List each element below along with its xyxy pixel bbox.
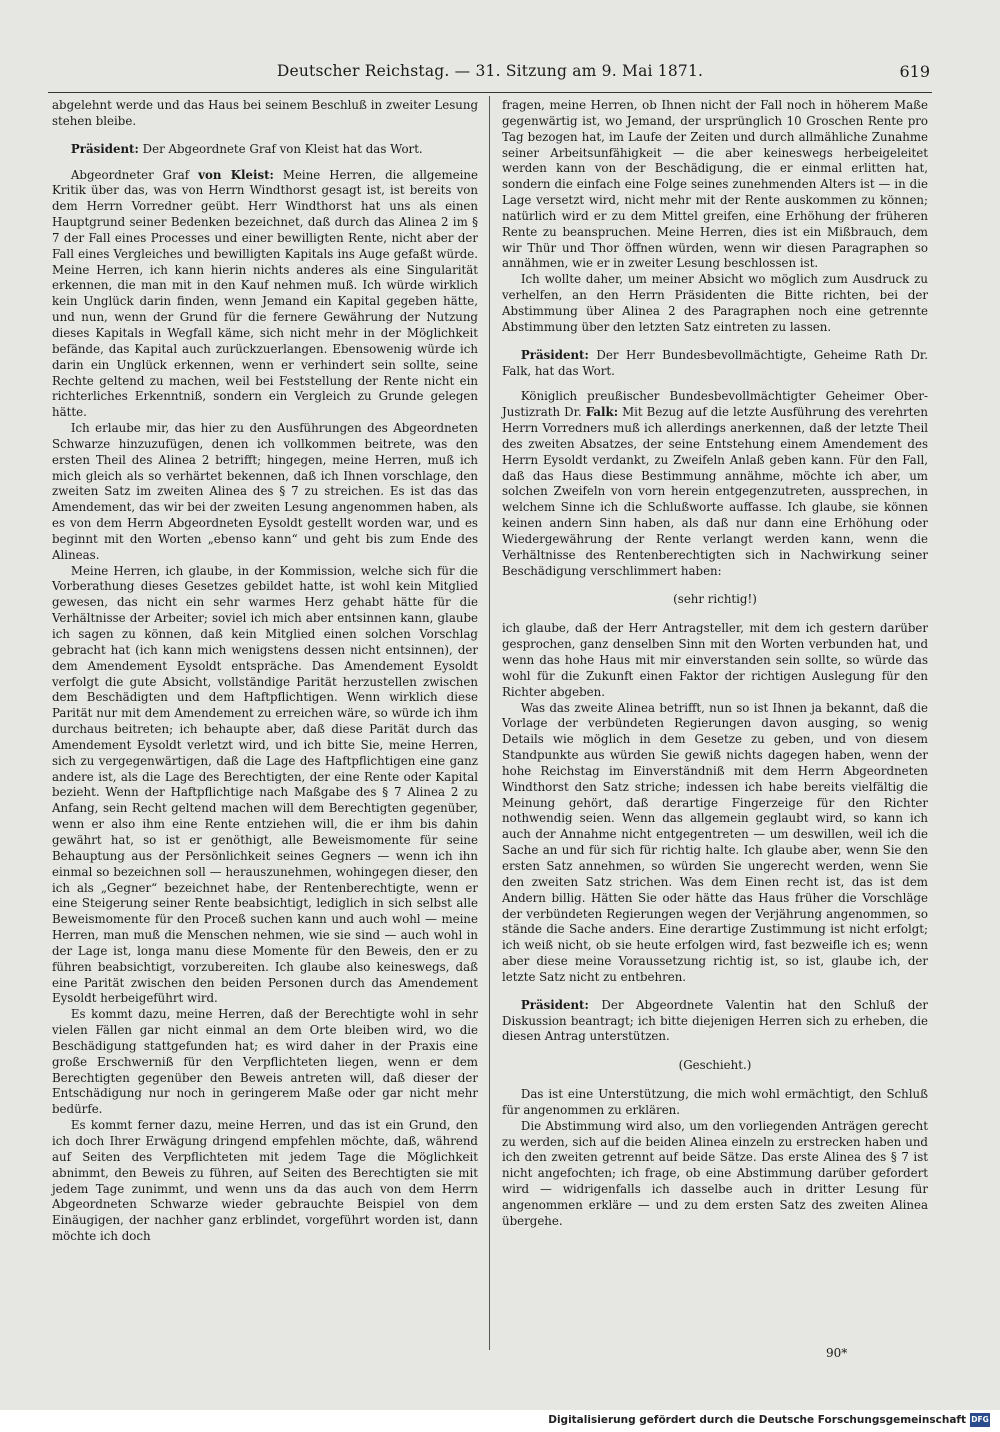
speaker-paragraph	[502, 998, 928, 1046]
speaker-name: Falk:	[585, 405, 619, 420]
paragraph: Ich erlaube mir, das hier zu den Ausführungen des Abgeordneten Schwarze hinzuzufügen, denen ich vollkommen beitrete, was den ersten Theil des Alinea 2 betrifft; hingegen, meine Herren, muß ich mich gleich als so verhärtet bekennen, daß ich Ihnen vorschlage, den zweiten Satz im zweiten Alinea des § 7 zu streichen. Es ist das das Amendement, das wir bei der zweiten Lesung angenommen haben, als es von dem Herrn Abgeordneten Eysoldt gestellt worden war, und es beginnt mit den Worten „ebenso kann“ und geht bis zum Ende des Alineas.	[52, 421, 478, 562]
speaker-name: Präsident:	[70, 141, 139, 156]
paragraph: Es kommt ferner dazu, meine Herren, und das ist ein Grund, den ich doch Ihrer Erwägung dringend empfehlen möchte, daß, während auf Seiten des Verpflichteten mit jedem Tage die Möglichkeit abnimmt, den Beweis zu führen, auf Seiten des Berechtigten sie mit jedem Tage zunimmt, und wenn uns da das auch von dem Herrn Abgeordneten Schwarze wieder gebrauchte Beispiel von dem Einäugigen, der nachher ganz erblindet, vorgeführt worden ist, dann möchte ich doch	[52, 1118, 478, 1244]
speaker-name: von Kleist:	[198, 167, 274, 182]
speech-text: Meine Herren, die allgemeine Kritik über das, was von Herrn Windthorst gesagt ist, ist bereits von dem Herrn Vorredner geübt. Herr Windthorst hat uns als einen Hauptgrund seiner Bedenken bezeichnet, daß durch das Alinea 2 im § 7 der Fall eines Processes und einer bewilligten Rente, nicht aber der Fall eines Vergleiches und bewilligten Kapitals ins Auge gefaßt würde. Meine Herren, ich kann hierin nichts anderes als eine Singularität erkennen, die man mit in den Kauf nehmen muß. Ich würde wirklich kein Unglück darin finden, wenn Jemand ein Kapital gegeben hätte, und nun, wenn der Grund für die fernere Gewährung der Nutzung dieses Kapitals in Wegfall käme, sich nicht mehr in der Möglichkeit befände, das Kapital auch zurückzuerlangen. Ebensowenig würde ich darin ein Unglück erkennen, wenn er verhindert sein sollte, seine Rechte geltend zu machen, weil bei Feststellung der Rente nicht ein richterliches Erkenntniß, sondern ein Vergleich zu Grunde gelegen hätte.	[52, 167, 478, 420]
header-rule	[48, 92, 932, 93]
funding-credit: Digitalisierung gefördert durch die Deutsche Forschungsgemeinschaft	[548, 1414, 966, 1426]
paragraph: Es kommt dazu, meine Herren, daß der Berechtigte wohl in sehr vielen Fällen gar nicht einmal an dem Orte bleiben wird, wo die Beschädigung stattgefunden hat; es wird daher in der Praxis eine große Erschwerniß für den Verpflichteten liegen, wenn er dem Berechtigten gegenüber den Beweis antreten will, daß dieser der Entschädigung nur noch in geringerem Maße oder gar nicht mehr bedürfe.	[52, 1007, 478, 1117]
paragraph: Die Abstimmung wird also, um den vorliegenden Anträgen gerecht zu werden, sich auf die beiden Alinea einzeln zu erstrecken haben und ich den zweiten getrennt auf beide Sätze. Das erste Alinea des § 7 ist nicht angefochten; ich frage, ob eine Abstimmung darüber gefordert wird — widrigenfalls ich dasselbe auch in dritter Lesung für angenommen erkläre — und zu dem ersten Satz des zweiten Alinea übergehe.	[502, 1118, 928, 1228]
interjection: (sehr richtig!)	[673, 592, 757, 607]
speaker-name: Präsident:	[520, 347, 589, 362]
speaker-intro: Königlich preußischer Bundesbevollmächtigter Geheimer Ober-Justizrath Dr.	[502, 389, 928, 420]
speaker-paragraph	[502, 348, 928, 380]
speaker-paragraph	[502, 389, 928, 579]
right-column	[502, 98, 928, 1230]
speaker-paragraph	[52, 142, 478, 158]
paragraph: Das ist eine Unterstützung, die mich wohl ermächtigt, den Schluß für angenommen zu erklären.	[502, 1087, 928, 1117]
column-divider	[489, 96, 490, 1350]
speaker-paragraph	[52, 168, 478, 422]
left-column	[52, 98, 478, 1245]
paragraph: ich glaube, daß der Herr Antragsteller, mit dem ich gestern darüber gesprochen, ganz denselben Sinn mit den Worten verbunden hat, und wenn das hohe Haus mit mir einverstanden sein sollte, so würde das wohl für die Zukunft einen Faktor der richtigen Auslegung für den Richter abgeben.	[502, 621, 928, 699]
speech-text: Der Abgeordnete Valentin hat den Schluß der Diskussion beantragt; ich bitte diejenigen Herren sich zu erheben, die diesen Antrag unterstützen.	[502, 997, 928, 1044]
paragraph: Was das zweite Alinea betrifft, nun so ist Ihnen ja bekannt, daß die Vorlage der verbündeten Regierungen davon ausging, so wenig Details wie möglich in dem Gesetze zu geben, und von diesem Standpunkte aus würden Sie gewiß nichts dagegen haben, wenn der hohe Reichstag im Einverständniß mit dem Herrn Abgeordneten Windthorst den Satz striche; indessen ich habe bereits vielfältig die Meinung gehört, daß derartige Fingerzeige für den Richter nothwendig seien. Wenn das allgemein geglaubt wird, so kann ich auch der Annahme nicht entgegentreten — um deswillen, weil ich die Sache an und für sich für richtig halte. Ich glaube aber, wenn Sie den ersten Satz annehmen, so würden Sie ungerecht werden, wenn Sie den zweiten Satz strichen. Was dem Einen recht ist, das ist dem Andern billig. Hätten Sie oder hätte das Haus früher die Vorschläge der verbündeten Regierungen wegen der Verjährung angenommen, so stände die Sache anders. Eine derartige Zustimmung ist nicht erfolgt; ich weiß nicht, ob sie heute erfolgen wird, fast bezweifle ich es; wenn aber diese meine Voraussetzung richtig ist, so ist, glaube ich, der letzte Satz nicht zu entbehren.	[502, 700, 928, 984]
speaker-intro: Abgeordneter Graf	[70, 167, 199, 182]
speech-text: Mit Bezug auf die letzte Ausführung des verehrten Herrn Vorredners muß ich allerdings anerkennen, daß der letzte Theil des zweiten Absatzes, der seine Entstehung einem Amendement des Herrn Eysoldt verdankt, zu Zweifeln Anlaß geben kann. Für den Fall, daß das Haus diese Bestimmung annähme, möchte ich aber, um solchen Zweifeln von vorn herein entgegenzutreten, aussprechen, in welchem Sinne ich die Schlußworte auffasse. Ich glaube, sie können keinen andern Sinn haben, als daß nur dann eine Erhöhung oder Wiedergewährung der Rente verlangt werden kann, wenn die Verhältnisse des Rentenberechtigten sich in Nachwirkung seiner Beschädigung verschlimmert haben:	[502, 405, 928, 578]
credit-bar	[0, 1410, 1000, 1432]
running-header	[50, 62, 930, 86]
paragraph: abgelehnt werde und das Haus bei seinem Beschluß in zweiter Lesung stehen bleibe.	[52, 98, 478, 128]
speech-text: Der Abgeordnete Graf von Kleist hat das Wort.	[138, 141, 423, 156]
dfg-logo: DFG	[970, 1413, 990, 1427]
speaker-name: Präsident:	[520, 997, 589, 1012]
signature-mark: 90*	[826, 1346, 848, 1360]
page-number: 619	[899, 62, 930, 81]
interjection: (Geschieht.)	[678, 1058, 752, 1073]
header-title: Deutscher Reichstag. — 31. Sitzung am 9. Mai 1871.	[276, 62, 704, 80]
paragraph: Meine Herren, ich glaube, in der Kommission, welche sich für die Vorberathung dieses Gesetzes gebildet hatte, ist wohl kein Mitglied gewesen, das nicht ein sehr warmes Herz gehabt hätte für die Verhältnisse der Arbeiter; soviel ich mich aber entsinnen kann, glaube ich sagen zu können, daß kein Mitglied einen solchen Vorschlag gebracht hat (ich kann mich wenigstens dessen nicht entsinnen), der dem Amendement Eysoldt entspräche. Das Amendement Eysoldt verfolgt die gute Absicht, vollständige Parität herzustellen zwischen dem Beschädigten und dem Haftpflichtigen. Wenn wirklich diese Parität nur mit dem Amendement zu erreichen wäre, so würde ich ihm durchaus beitreten; ich behaupte aber, daß diese Parität durch das Amendement Eysoldt verletzt wird, und ich bitte Sie, meine Herren, sich zu vergegenwärtigen, daß die Lage des Haftpflichtigen eine ganz andere ist, als die Lage des Berechtigten, der eine Rente oder Kapital bezieht. Wenn der Haftpflichtige nach Maßgabe des § 7 Alinea 2 zu Anfang, sein Recht geltend machen will dem Berechtigten gegenüber, wenn er also ihm eine Rente entziehen will, die er ihm bis dahin gewährt hat, so ist er genöthigt, alle Beweismomente für seine Behauptung aus der Persönlichkeit seines Gegners — wenn ich ihn einmal so bezeichnen soll — herauszunehmen, wohingegen dieser, den ich als „Gegner“ bezeichnet habe, der Rentenberechtigte, wenn er eine Steigerung seiner Rente beabsichtigt, lediglich in sich selbst alle Beweismomente für den Proceß suchen kann und auch wohl — meine Herren, man muß die Menschen nehmen, wie sie sind — auch wohl in der Lage ist, longa manu diese Momente für den Beweis, den er zu führen beabsichtigt, vorzubereiten. Ich glaube also keineswegs, daß eine Parität zwischen den beiden Personen durch das Amendement Eysoldt herbeigeführt wird.	[52, 563, 478, 1006]
speech-text: Der Herr Bundesbevollmächtigte, Geheime Rath Dr. Falk, hat das Wort.	[502, 347, 928, 378]
paragraph: fragen, meine Herren, ob Ihnen nicht der Fall noch in höherem Maße gegenwärtig ist, wo Jemand, der ursprünglich 10 Groschen Rente pro Tag bezogen hat, im Laufe der Zeiten und durch allmähliche Zunahme seiner Arbeitsunfähigkeit — die aber keineswegs herbeigeleitet werden kann von der Beschädigung, die er einmal erlitten hat, sondern die einfach eine Folge seines zunehmenden Alters ist — in die Lage versetzt wird, nicht mehr mit der Rente auskommen zu können; natürlich wird er zu dem Mittel greifen, eine Erhöhung der früheren Rente zu beanspruchen. Meine Herren, dies ist ein Mißbrauch, dem wir Thür und Thor öffnen würden, wenn wir diesen Paragraphen so annähmen, wie er in zweiter Lesung beschlossen ist.	[502, 98, 928, 271]
paragraph: Ich wollte daher, um meiner Absicht wo möglich zum Ausdruck zu verhelfen, an den Herrn Präsidenten die Bitte richten, bei der Abstimmung über Alinea 2 des Paragraphen noch eine getrennte Abstimmung über den letzten Satz eintreten zu lassen.	[502, 272, 928, 334]
